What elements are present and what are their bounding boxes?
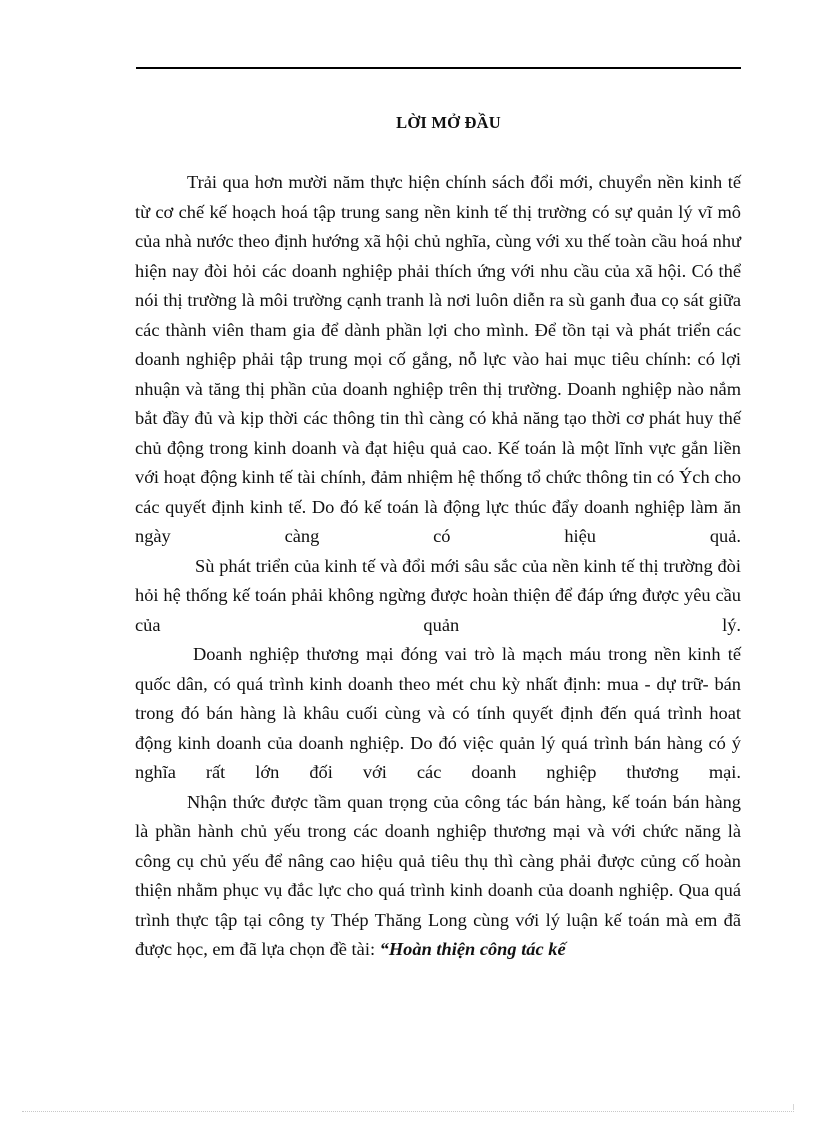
page-title: LỜI MỞ ĐẦU	[396, 113, 501, 132]
paragraph-commercial-enterprise: Doanh nghiệp thương mại đóng vai trò là mạch máu trong nền kinh tế quốc dân, có quá trình kinh doanh theo mét chu kỳ nhất định: mua - dự trữ- bán trong đó bán hàng là khâu cuối cùng và có tính quyết định đến quá trình hoat động kinh doanh của doanh nghiệp. Do đó việc quản lý quá trình bán hàng có ý nghĩa rất lớn đối với các doanh nghiệp thương mại.	[135, 644, 741, 782]
document-body	[135, 168, 741, 965]
topic-title-quote: “Hoàn thiện công tác kế	[379, 939, 566, 959]
header-rule	[136, 67, 741, 69]
paragraph-accounting-development: Sù phát triển của kinh tế và đổi mới sâu sắc của nền kinh tế thị trường đòi hỏi hệ thống kế toán phải không ngừng được hoàn thiện để đáp ứng được yêu cầu của quản lý.	[135, 555, 741, 635]
paragraph-topic-selection	[135, 788, 741, 965]
paragraph-topic-text: Nhận thức được tầm quan trọng của công tác bán hàng, kế toán bán hàng là phần hành chủ yếu trong các doanh nghiệp thương mại và với chức năng là công cụ chủ yếu để nâng cao hiệu quả tiêu thụ thì càng phải được củng cố hoàn thiện nhằm phục vụ đắc lực cho quá trình kinh doanh của doanh nghiệp. Qua quá trình thực tập tại công ty Thép Thăng Long cùng với lý luận kế toán mà em đã được học, em đã lựa chọn đề tài:	[135, 791, 741, 959]
footer-dotted-rule	[22, 1111, 794, 1112]
page-corner-mark	[793, 1104, 800, 1110]
paragraph-intro: Trải qua hơn mười năm thực hiện chính sách đổi mới, chuyển nền kinh tế từ cơ chế kế hoạch hoá tập trung sang nền kinh tế thị trường có sự quản lý vĩ mô của nhà nước theo định hướng xã hội chủ nghĩa, cùng với xu thế toàn cầu hoá như hiện nay đòi hỏi các doanh nghiệp phải thích ứng với nhu cầu của xã hội. Có thể nói thị trường là môi trường cạnh tranh là nơi luôn diễn ra sù ganh đua cọ sát giữa các thành viên tham gia để dành phần lợi cho mình. Để tồn tại và phát triển các doanh nghiệp phải tập trung mọi cố gắng, nỗ lực vào hai mục tiêu chính: có lợi nhuận và tăng thị phần của doanh nghiệp trên thị trường. Doanh nghiệp nào nắm bắt đầy đủ và kịp thời các thông tin thì càng có khả năng tạo thời cơ phát huy thế chủ động trong kinh doanh và đạt hiệu quả cao. Kế toán là một lĩnh vực gắn liền với hoạt động kinh tế tài chính, đảm nhiệm hệ thống tổ chức thông tin có Ých cho các quyết định kinh tế. Do đó kế toán là động lực thúc đẩy doanh nghiệp làm ăn ngày càng có hiệu quả.	[135, 172, 741, 546]
